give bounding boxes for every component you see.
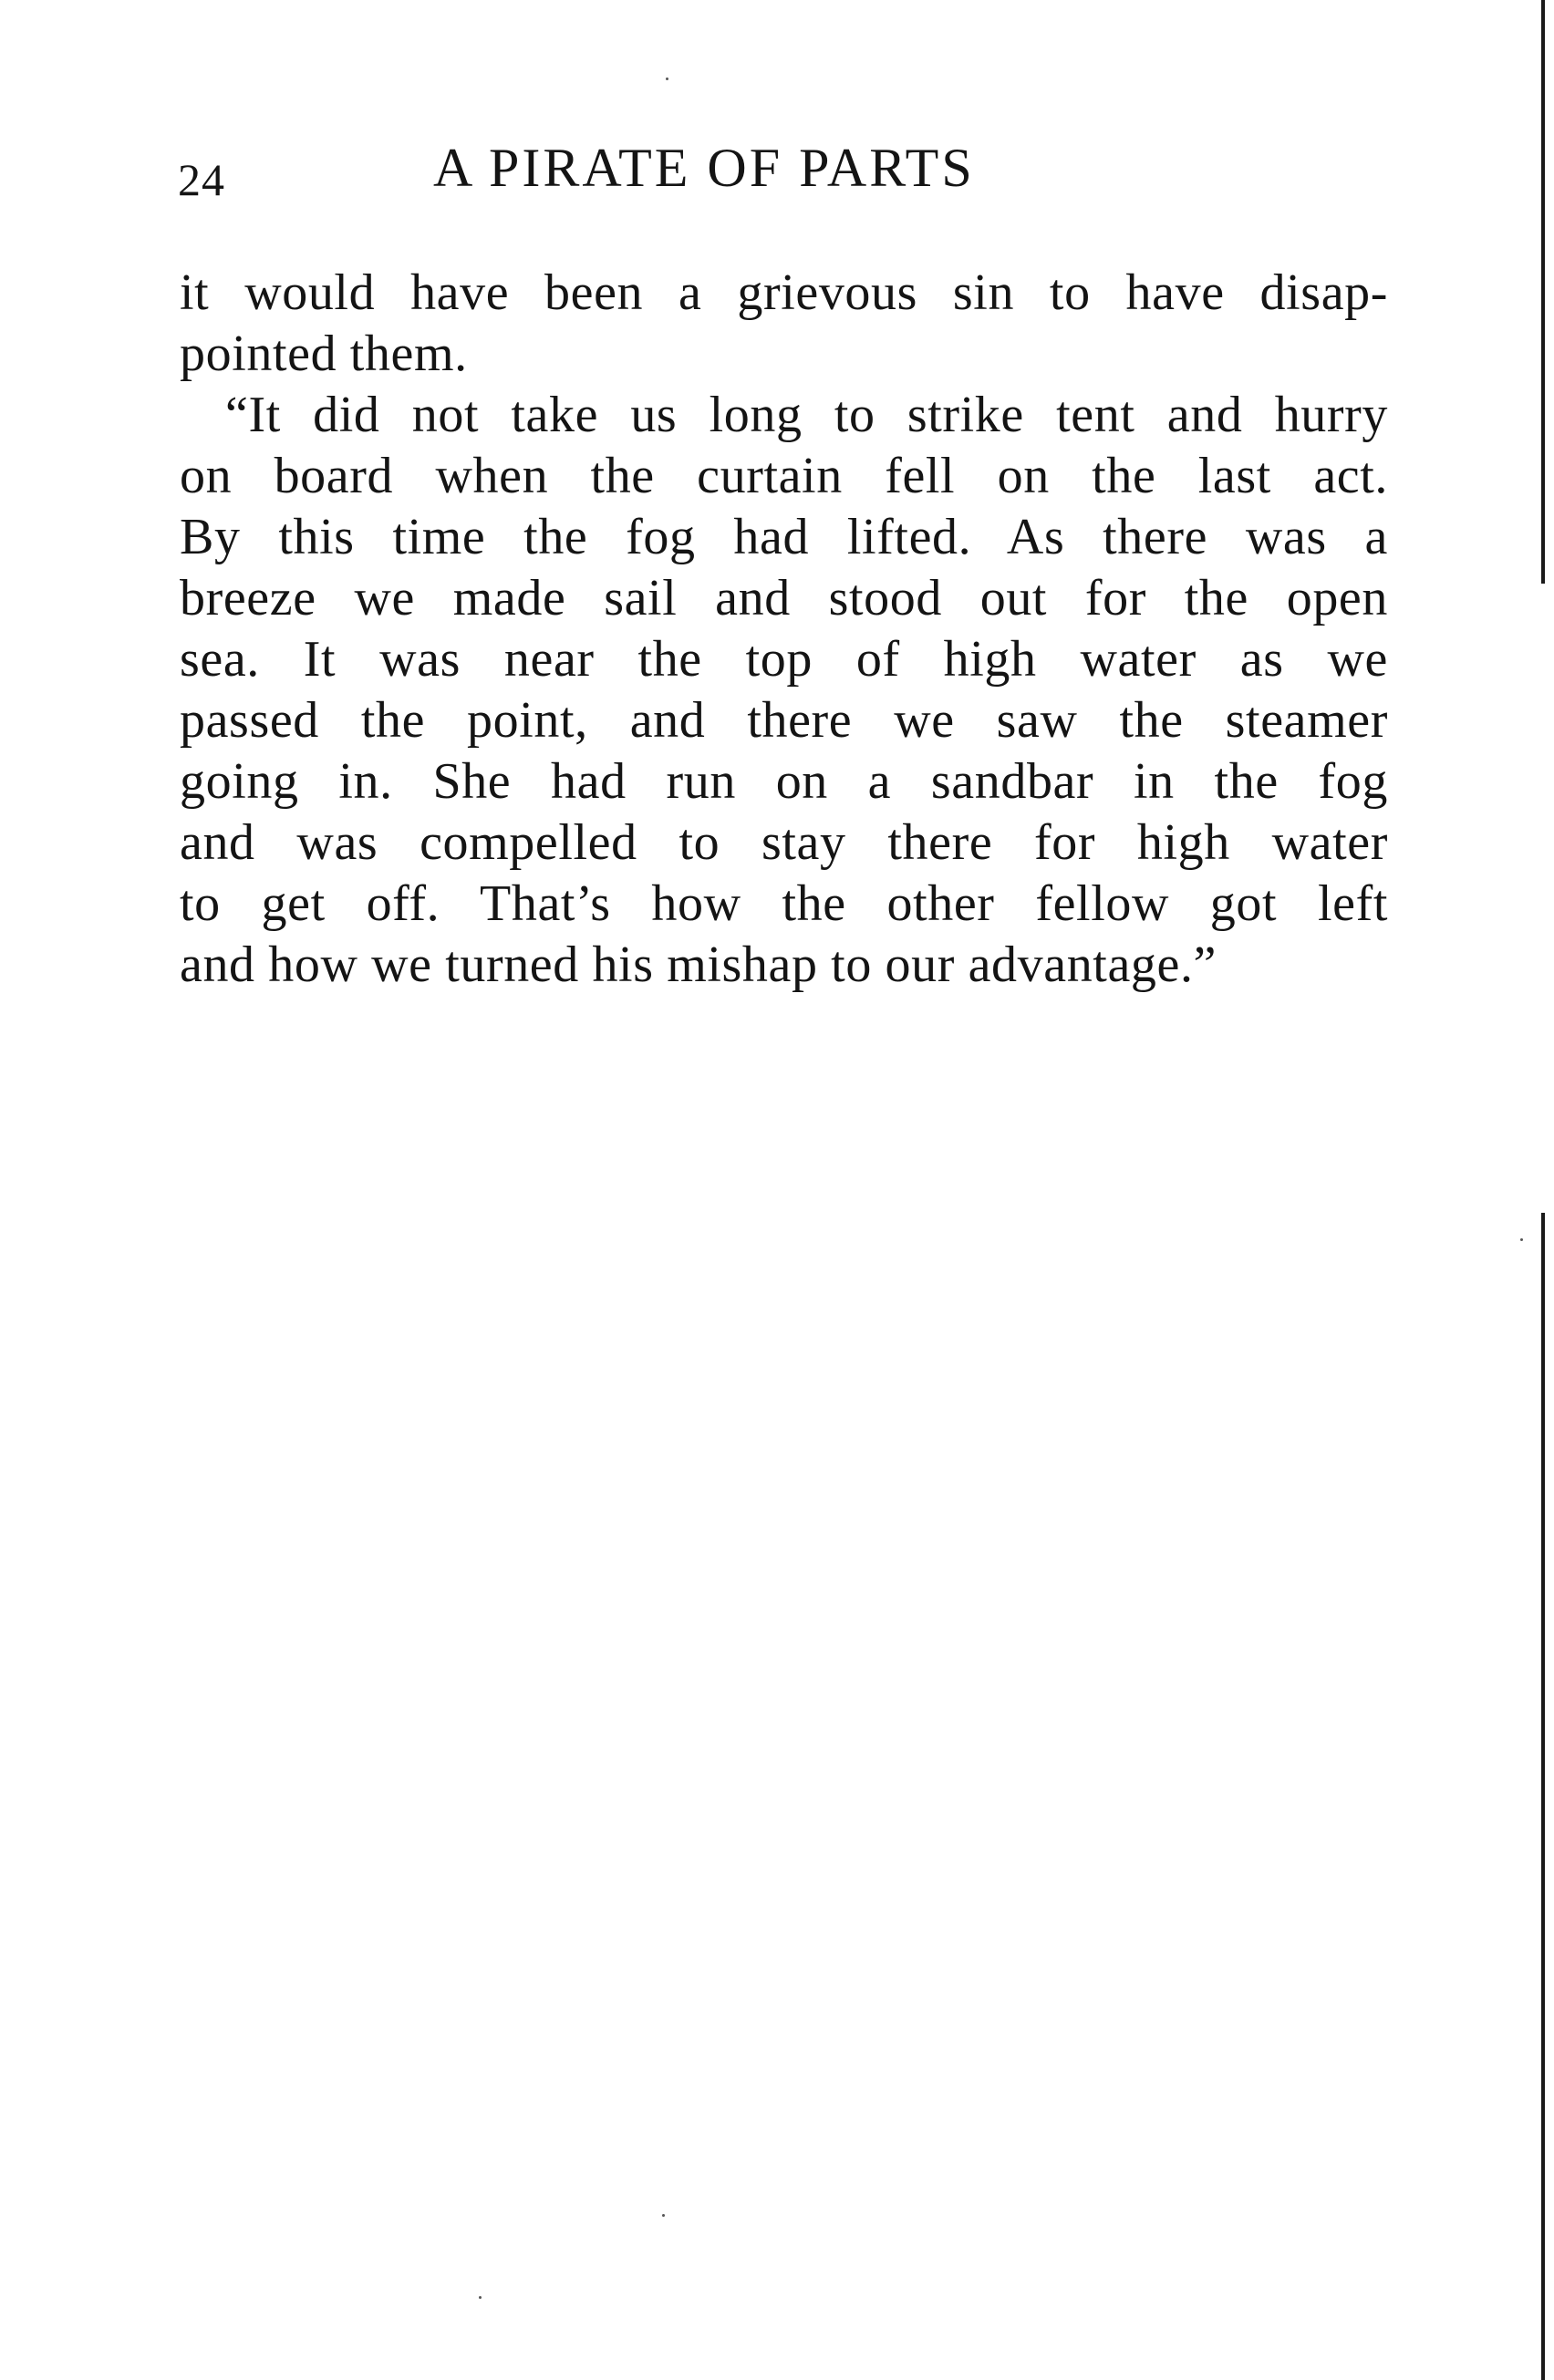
text-line: going in. She had run on a sandbar in the fog	[180, 753, 1388, 810]
page-number: 24	[178, 154, 225, 205]
text-line: breeze we made sail and stood out for the open	[180, 570, 1388, 626]
scan-speck	[666, 78, 668, 80]
text-line: pointed them.	[180, 326, 468, 382]
text-line: “It did not take us long to strike tent and hurry	[225, 387, 1388, 443]
text-line: sea. It was near the top of high water as we	[180, 631, 1388, 688]
scan-speck	[479, 2296, 482, 2299]
text-line: By this time the fog had lifted. As there was a	[180, 509, 1388, 565]
text-line: to get off. That’s how the other fellow got left	[180, 875, 1388, 932]
scan-edge-line	[1541, 0, 1545, 584]
scan-speck	[1520, 1238, 1523, 1241]
running-head	[178, 137, 1391, 210]
scan-edge-line	[1541, 1213, 1545, 2380]
scan-speck	[662, 2214, 665, 2217]
text-line: on board when the curtain fell on the last act.	[180, 448, 1388, 504]
text-line: and was compelled to stay there for high water	[180, 814, 1388, 871]
text-line: and how we turned his mishap to our advantage.”	[180, 936, 1217, 993]
body-text	[180, 263, 1388, 996]
running-title: A PIRATE OF PARTS	[433, 138, 975, 198]
text-line: it would have been a grievous sin to have disap-	[180, 264, 1388, 321]
text-line: passed the point, and there we saw the steamer	[180, 692, 1388, 749]
